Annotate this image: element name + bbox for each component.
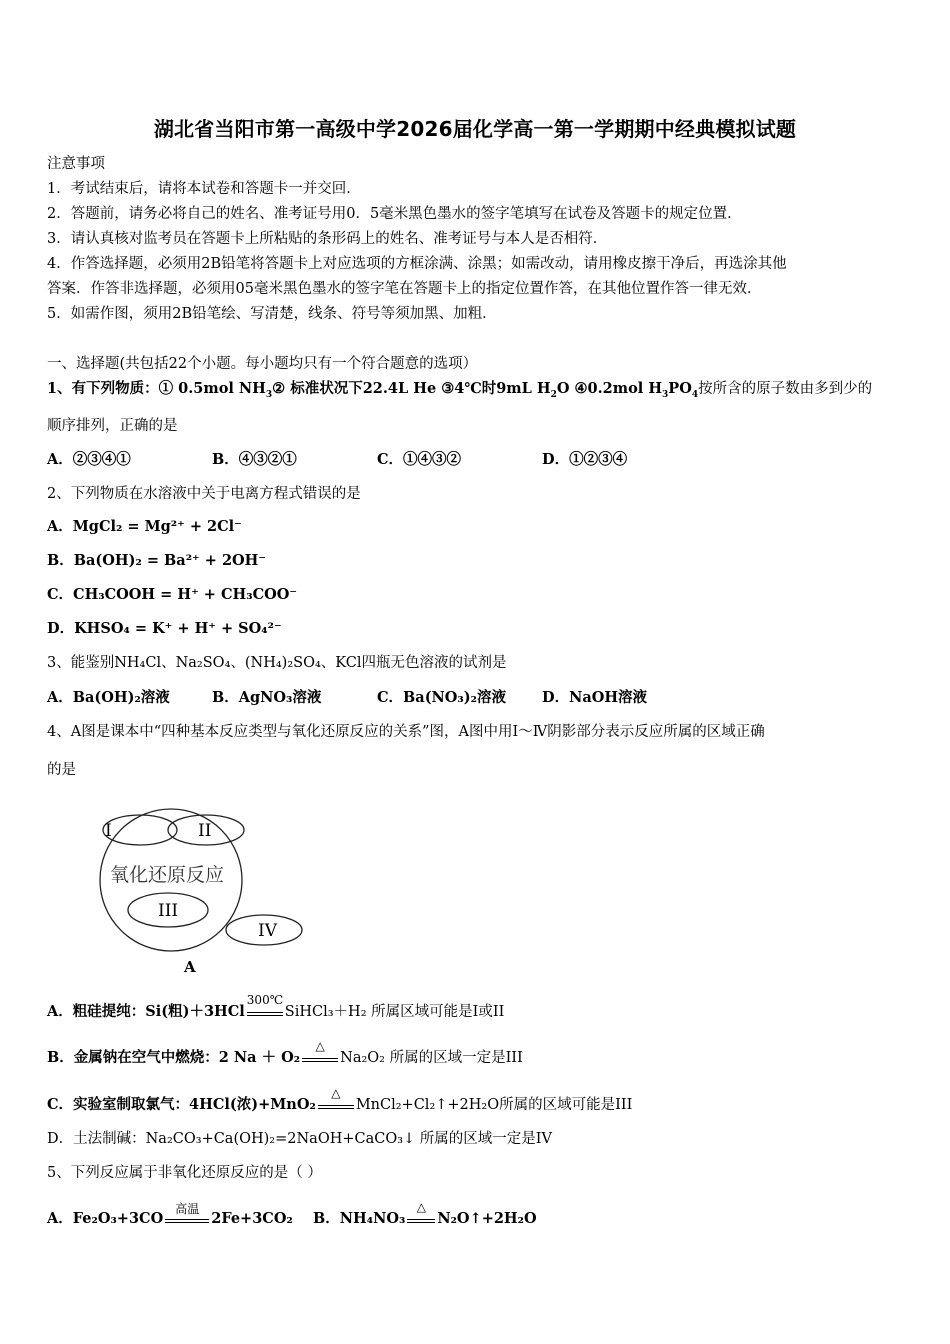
notice-item: 1．考试结束后，请将本试卷和答题卡一并交回． (47, 181, 361, 197)
question-3-stem: 3、能鉴别NH₄Cl、Na₂SO₄、(NH₄)₂SO₄、KCl四瓶无色溶液的试剂是 (47, 655, 507, 671)
region-ii-label: II (198, 821, 212, 841)
notice-item: 3．请认真核对监考员在答题卡上所粘贴的条形码上的姓名、准考证号与本人是否相符． (47, 231, 608, 247)
redox-label: 氧化还原反应 (110, 864, 225, 886)
region-iii-label: III (158, 901, 179, 921)
question-4-stem-cont: 的是 (47, 762, 76, 778)
option-d[interactable]: D．①②③④ (542, 451, 628, 468)
option-b[interactable]: B．Ba(OH)₂ = Ba²⁺ + 2OH⁻ (47, 552, 267, 569)
option-b[interactable]: B．金属钠在空气中燃烧：2 Na ＋ O₂ △ Na₂O₂ 所属的区域一定是III (47, 1039, 523, 1066)
option-d[interactable]: D．KHSO₄ = K⁺ + H⁺ + SO₄²⁻ (47, 620, 282, 637)
condition-arrow: △ (318, 1098, 354, 1112)
region-i-label: I (105, 821, 112, 841)
question-1-options (47, 448, 627, 469)
condition-arrow: △ (407, 1212, 435, 1226)
option-d[interactable]: D．NaOH溶液 (542, 689, 648, 706)
question-1-stem: 1、有下列物质：① 0.5mol $NH_3②$ 标准状况下22.4L He ③4℃时9mL $H_2O$ ④0.2mol $H_3PO_4$按所含的原子数由多到少的 (47, 380, 873, 400)
question-3-options (47, 686, 647, 707)
option-d[interactable]: D．土法制碱：Na₂CO₃+Ca(OH)₂=2NaOH+CaCO₃↓ 所属的区域一定是IV (47, 1131, 552, 1147)
question-1-stem-cont: 顺序排列，正确的是 (47, 418, 178, 434)
region-iv-label: IV (258, 921, 277, 941)
question-2-stem: 2、下列物质在水溶液中关于电离方程式错误的是 (47, 486, 361, 502)
condition-arrow: 高温 (165, 1212, 209, 1226)
condition-arrow: 300℃ (247, 1005, 283, 1019)
option-a[interactable]: A．粗硅提纯：Si(粗)＋3HCl 300℃ SiHCl₃＋H₂ 所属区域可能是I或II (47, 993, 505, 1020)
option-c[interactable]: C．①④③② (377, 451, 462, 468)
option-b[interactable]: B．④③②① (212, 451, 297, 468)
notice-item: 5．如需作图，须用2B铅笔绘、写清楚，线条、符号等须加黑、加粗． (47, 306, 497, 322)
diagram-caption: A (184, 958, 196, 976)
option-c[interactable]: C．实验室制取氯气：4HCl(浓)+MnO₂ △ MnCl₂+Cl₂↑+2H₂O所属的区域可能是III (47, 1086, 633, 1113)
option-b[interactable]: B．AgNO₃溶液 (212, 689, 322, 706)
question-4-stem: 4、A图是课本中“四种基本反应类型与氧化还原反应的关系”图，A图中用Ⅰ～Ⅳ阴影部分表示反应所属的区域正确 (47, 724, 765, 740)
section-heading: 一、选择题(共包括22个小题。每小题均只有一个符合题意的选项） (47, 356, 478, 372)
option-c[interactable]: C．Ba(NO₃)₂溶液 (377, 689, 506, 706)
condition-arrow: △ (302, 1051, 338, 1065)
reaction-type-diagram (68, 805, 318, 980)
option-b[interactable]: B．NH₄NO₃ △ N₂O↑+2H₂O (313, 1200, 537, 1227)
notice-item: 4．作答选择题，必须用2B铅笔将答题卡上对应选项的方框涂满、涂黑；如需改动，请用橡皮擦干净后，再选涂其他 (47, 256, 787, 272)
option-c[interactable]: C．CH₃COOH = H⁺ + CH₃COO⁻ (47, 586, 298, 603)
notice-heading: 注意事项 (47, 156, 105, 172)
question-5-stem: 5、下列反应属于非氧化还原反应的是（ ） (47, 1165, 322, 1181)
exam-title: 湖北省当阳市第一高级中学2026届化学高一第一学期期中经典模拟试题 (153, 117, 797, 141)
option-a[interactable]: A．Fe₂O₃+3CO 高温 2Fe+3CO₂ (47, 1202, 293, 1227)
option-a[interactable]: A．MgCl₂ = Mg²⁺ + 2Cl⁻ (47, 518, 242, 535)
notice-item: 答案．作答非选择题，必须用05毫米黑色墨水的签字笔在答题卡上的指定位置作答，在其他位置作答一律无效． (47, 281, 762, 297)
question-5-options (47, 1200, 537, 1228)
region-i-ellipse (103, 815, 177, 845)
notice-item: 2．答题前，请务必将自己的姓名、准考证号用0．5毫米黑色墨水的签字笔填写在试卷及答题卡的规定位置． (47, 206, 742, 222)
option-a[interactable]: A．②③④① (47, 451, 131, 468)
option-a[interactable]: A．Ba(OH)₂溶液 (47, 689, 170, 706)
